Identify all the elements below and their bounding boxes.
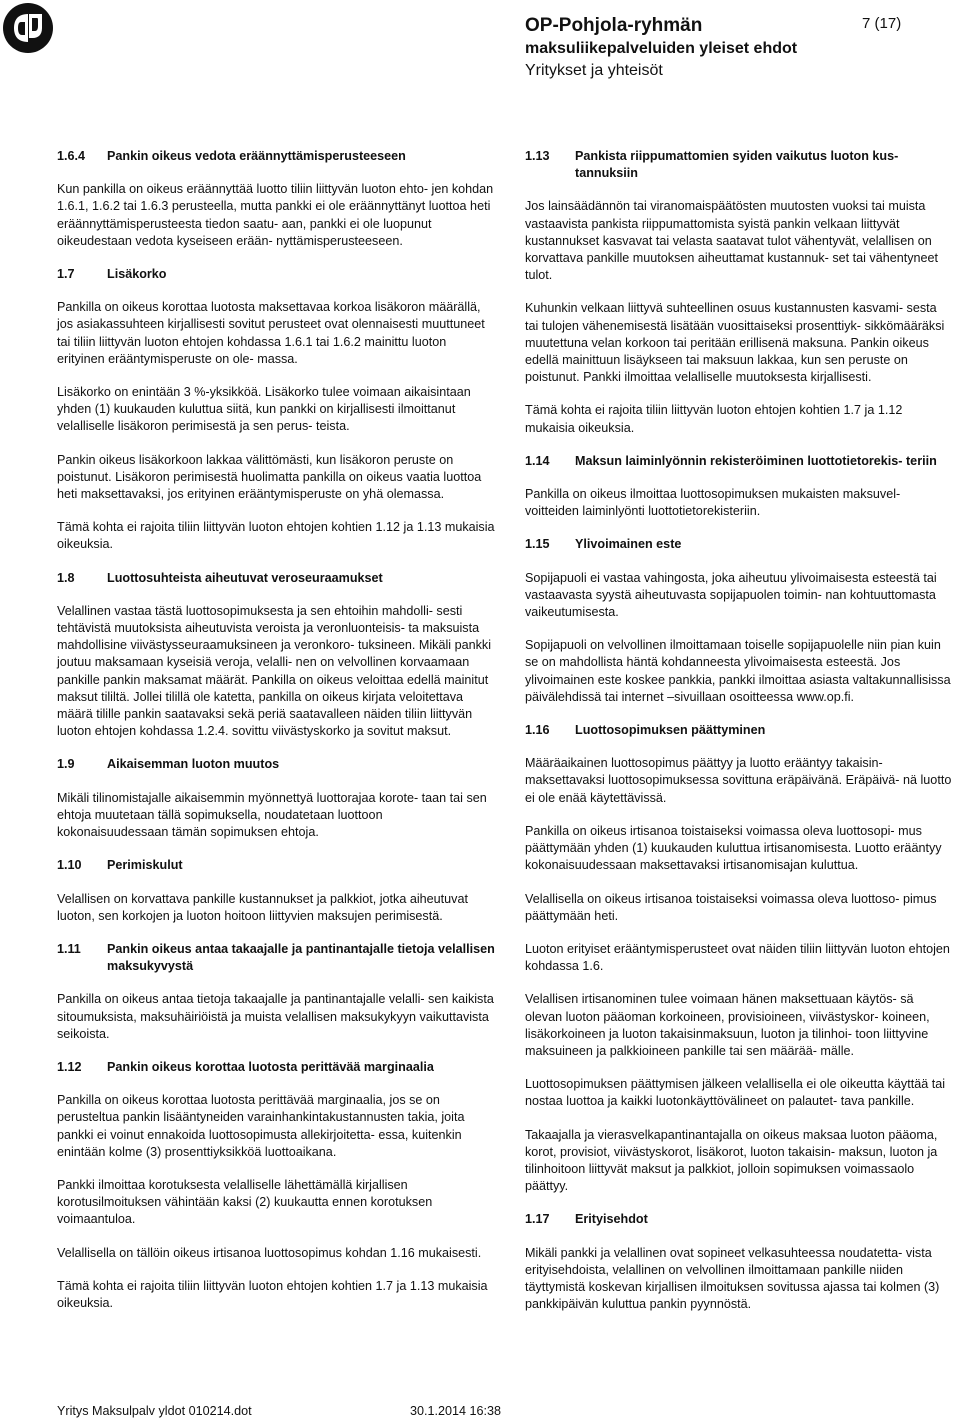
paragraph: Sopijapuoli on velvollinen ilmoittamaan toiselle sopijapuolelle niin pian kuin se on mahdollista häntä kohdanneesta ylivoimaisesta esteestä. Jos ylivoimainen este koskee pankkia, pankki ilmoittaa asiasta valtakunnallisissa päivälehdissä tai internet –sivuillaan osoitteessa www.op.fi. xyxy=(525,638,951,704)
paragraph: Mikäli tilinomistajalle aikaisemmin myönnettyä luottorajaa korote- taan tai sen ehtoja muutetaan tällä sopimuksella, noudatetaan luottoon kokonaisuudessaan tämän sopimuksen ehtoja. xyxy=(57,790,487,840)
section-heading xyxy=(57,941,497,975)
section-number: 1.12 xyxy=(57,1059,82,1074)
right-column xyxy=(525,148,953,1329)
paragraph: Luottosopimuksen päättymisen jälkeen velallisella ei ole oikeutta käyttää tai nostaa luottoa ja kaikki luotonkäyttövälineet on palautet- tava pankille. xyxy=(525,1077,946,1109)
section-heading xyxy=(57,570,497,587)
section-heading xyxy=(57,1059,497,1076)
section-title: Perimiskulut xyxy=(107,858,183,873)
op-logo xyxy=(2,2,54,54)
header-title: OP-Pohjola-ryhmän xyxy=(525,15,703,36)
page-number: 7 (17) xyxy=(862,15,902,32)
paragraph: Jos lainsäädännön tai viranomaispäätösten muutosten vuoksi tai muista vastaavista pankista riippumattomista syistä pankin velkaan liittyvät kustannukset kasvavat tai velasta saatavat tulot vähentyvät, velallisen on korvattava pankille muutoksen aiheuttamat kustannuk- set tai vähentyneet tulot. xyxy=(525,199,939,283)
section-number: 1.10 xyxy=(57,858,82,873)
paragraph: Sopijapuoli ei vastaa vahingosta, joka aiheutuu ylivoimaisesta esteestä tai vastaavasta syystä aiheutuvasta sopijapuolen toimin- nan kohtuuttomasta vaikeutumisesta. xyxy=(525,570,937,620)
paragraph: Velallisen irtisanominen tulee voimaan hänen maksettuaan käytös- sä olevan luoton pääoman korkoineen, provisioineen, viivästyskor- koineen, lisäkorkoineen ja luoton takaisinmaksuun, luoton ja tilinhoi- toon liittyvine maksuineen ja palkkioineen pankille tai sen määrää- mälle. xyxy=(525,992,930,1058)
section-number: 1.7 xyxy=(57,267,75,282)
paragraph: Tämä kohta ei rajoita tiliin liittyvän luoton ehtojen kohtien 1.12 ja 1.13 mukaisia oikeuksia. xyxy=(57,520,495,552)
section-title: Luottosopimuksen päättyminen xyxy=(575,723,766,738)
section-title: Lisäkorko xyxy=(107,267,167,282)
section-heading xyxy=(525,453,953,470)
section-heading xyxy=(57,756,497,773)
section-number: 1.16 xyxy=(525,723,550,738)
paragraph: Pankilla on oikeus ilmoittaa luottosopimuksen mukaisten maksuvel- voitteiden laiminlyönti luottotietorekisteriin. xyxy=(525,487,901,519)
section-heading xyxy=(57,266,497,283)
section-number: 1.11 xyxy=(57,941,81,956)
section-heading xyxy=(525,722,953,739)
paragraph: Pankilla on oikeus korottaa luotosta perittävää marginaalia, jos se on perusteltua pankin lisääntyneiden varainhankintakustannusten takia, joita pankki ei voinut ennakoida luottosopimusta allekirjoitetta- essa, kuitenkin enintään kolme (3) prosenttiyksikköä luottoaikana. xyxy=(57,1093,465,1159)
section-number: 1.6.4 xyxy=(57,149,86,163)
section-number: 1.13 xyxy=(525,149,550,163)
paragraph: Kuhunkin velkaan liittyvä suhteellinen osuus kustannusten kasvami- sesta tai tulojen vähenemisestä lisätään vuosittaiseksi prosenttiyk- sikkömääräksi muutettuna velan korkoon tai peritään erillisenä maksuna. Pankin oikeus edellä mainittuun lisäykseen tai maksuun lakkaa, kun sen peruste on poistunut. Pankki ilmoittaa velalliselle muutoksesta kirjallisesti. xyxy=(525,301,945,385)
section-title: Pankin oikeus antaa takaajalle ja pantinantajalle tietoja velallisen maksukyvystä xyxy=(107,941,495,974)
section-title: Pankin oikeus korottaa luotosta perittävää marginaalia xyxy=(107,1059,434,1074)
section-heading xyxy=(525,1211,953,1228)
paragraph: Pankki ilmoittaa korotuksesta velalliselle lähettämällä kirjallisen korotusilmoituksen vähintään kaksi (2) kuukautta ennen korotuksen voimaantuloa. xyxy=(57,1177,433,1227)
section-number: 1.9 xyxy=(57,757,75,772)
paragraph: Mikäli pankki ja velallinen ovat sopineet velkasuhteessa noudatetta- vista erityisehdoista, velallinen on velvollinen ilmoittamaan pankille niiden täyttymistä koskevan kirjallisen ilmoituksen sovitussa ajassa tai kolmen (3) pankkipäivän kuluttua pankin pyynnöstä. xyxy=(525,1245,940,1312)
section-title: Ylivoimainen este xyxy=(575,537,682,552)
section-title: Erityisehdot xyxy=(575,1212,648,1227)
section-heading xyxy=(525,536,953,553)
section-number: 1.14 xyxy=(525,453,550,468)
left-column xyxy=(57,148,497,1328)
paragraph: Lisäkorko on enintään 3 %-yksikköä. Lisäkorko tulee voimaan aikaisintaan yhden (1) kuukauden kuluttua siitä, kun pankki on kirjallisesti ilmoittanut velalliselle lisäkoron perimisestä ja sen perus- teista. xyxy=(57,385,471,434)
section-number: 1.17 xyxy=(525,1212,550,1227)
paragraph: Velallisella on oikeus irtisanoa toistaiseksi voimassa oleva luottoso- pimus päättymään heti. xyxy=(525,891,937,923)
section-title: Luottosuhteista aiheutuvat veroseuraamukset xyxy=(107,570,383,585)
paragraph: Tämä kohta ei rajoita tiliin liittyvän luoton ehtojen kohtien 1.7 ja 1.13 mukaisia oikeuksia. xyxy=(57,1278,488,1310)
paragraph: Velallisella on tällöin oikeus irtisanoa luottosopimus kohdan 1.16 mukaisesti. xyxy=(57,1245,482,1260)
footer-date: 30.1.2014 16:38 xyxy=(410,1404,502,1418)
paragraph: Velallisen on korvattava pankille kustannukset ja palkkiot, jotka aiheutuvat luoton, sen korkojen ja luoton hoitoon liittyvien maksujen perimisestä. xyxy=(57,891,468,923)
paragraph: Pankilla on oikeus korottaa luotosta maksettavaa korkoa lisäkoron määrällä, jos asiakassuhteen kirjallisesti sovitut perusteet ovat olennaisesti muuttuneet tai tiliin liittyvän luoton ehtojen kohdassa 1.6.1 tai 1.6.2 mainittu luoton erityinen erääntymisperuste on ole- massa. xyxy=(57,300,485,366)
section-number: 1.8 xyxy=(57,570,75,585)
section-title: Maksun laiminlyönnin rekisteröiminen luottotietorekis- teriin xyxy=(575,453,937,468)
paragraph: Kun pankilla on oikeus eräännyttää luotto tiliin liittyvän luoton ehto- jen kohdan 1.6.1, 1.6.2 tai 1.6.3 perusteella, mutta pankki ei ole eräännyttänyt luottoa heti eräännyttämisperusteesta tiedon saatu- aan, pankki ei ole luopunut oikeudestaan vedota kyseiseen erään- nyttämisperusteeseen. xyxy=(57,182,494,248)
paragraph: Määräaikainen luottosopimus päättyy ja luotto erääntyy takaisin- maksettavaksi luottosopimuksessa sovittuna eräpäivänä. Eräpäivä- nä luotto ei ole enää käytettävissä. xyxy=(525,756,952,805)
paragraph: Takaajalla ja vierasvelkapantinantajalla on oikeus maksaa luoton pääoma, korot, provisiot, viivästyskorot, lisäkorot, luoton takaisin- maksun, luoton ja tilinhoitoon liittyvät maksut ja palkkiot, jolloin sopimuksen voimassaolo päättyy. xyxy=(525,1127,938,1194)
section-heading xyxy=(57,857,497,874)
section-heading xyxy=(57,148,497,165)
section-title: Pankin oikeus vedota eräännyttämisperusteeseen xyxy=(107,149,406,163)
header-subtitle: maksuliikepalveluiden yleiset ehdot xyxy=(525,40,798,57)
paragraph: Pankin oikeus lisäkorkoon lakkaa välittömästi, kun lisäkoron peruste on poistunut. Lisäkoron perimisestä huolimatta pankilla on oikeus vaatia luottoa heti maksettavaksi, jos erityinen erääntymisperuste on yhä olemassa. xyxy=(57,452,482,502)
section-number: 1.15 xyxy=(525,537,550,552)
paragraph: Luoton erityiset erääntymisperusteet ovat näiden tiliin liittyvän luoton ehtojen kohdassa 1.6. xyxy=(525,941,950,974)
paragraph: Pankilla on oikeus antaa tietoja takaajalle ja pantinantajalle velalli- sen kaikista sitoumuksista, maksuhäiriöistä ja muista velallisen maksukykyyn vaikuttavista seikoista. xyxy=(57,992,494,1041)
paragraph: Pankilla on oikeus irtisanoa toistaiseksi voimassa oleva luottosopi- mus päättymään yhden (1) kuukauden kuluttua irtisanomisesta. Luotto erääntyy kokonaisuudessaan maksettavaksi irtisanomisajan kuluttua. xyxy=(525,823,942,873)
header-subtitle-2: Yritykset ja yhteisöt xyxy=(525,62,663,79)
footer-filename: Yritys Maksulpalv yldot 010214.dot xyxy=(57,1404,252,1418)
section-title: Aikaisemman luoton muutos xyxy=(107,757,280,772)
paragraph: Velallinen vastaa tästä luottosopimuksesta ja sen ehtoihin mahdolli- sesti tehtävistä muutoksista aiheutuvista veroista ja veronluonteisis- ta maksuista mahdollisine viivästysseuraamuksineen ja veronkoro- tuksineen. Mikäli pankki joutuu maksamaan kyseisiä veroja, velalli- nen on velvollinen korvaamaan pankille pankin maksamat määrät. Pankilla on oikeus veloittaa edellä mainitut maksut tililtä. Jollei tilillä ole katetta, pankilla on oikeus kirjata veloitettava määrä tilille pankin saatavaksi sekä periä saatavalleen näiden tiliin liittyvän luoton ehtojen kohdassa 1.2.4. sovittu viivästyskorko ja sovitut maksut. xyxy=(57,603,491,739)
paragraph: Tämä kohta ei rajoita tiliin liittyvän luoton ehtojen kohtien 1.7 ja 1.12 mukaisia oikeuksia. xyxy=(525,403,903,435)
section-title: Pankista riippumattomien syiden vaikutus luoton kus- tannuksiin xyxy=(575,149,899,181)
section-heading xyxy=(525,148,953,182)
